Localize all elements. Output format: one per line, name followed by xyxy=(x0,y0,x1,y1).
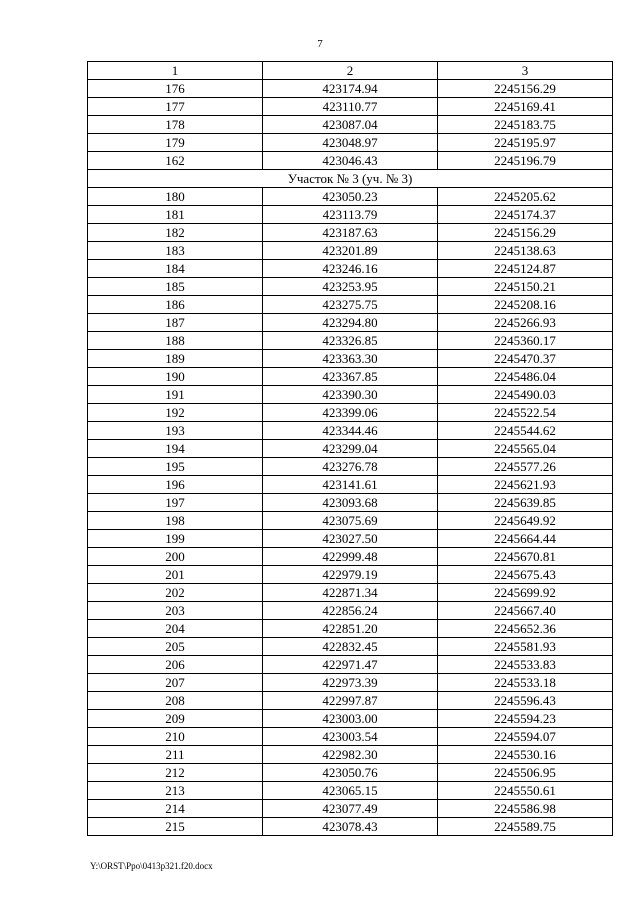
y-coordinate-cell: 2245486.04 xyxy=(438,368,613,386)
point-number-cell: 201 xyxy=(88,566,263,584)
x-coordinate-cell: 423093.68 xyxy=(263,494,438,512)
table-row xyxy=(88,386,613,404)
y-coordinate-cell: 2245649.92 xyxy=(438,512,613,530)
x-coordinate-cell: 423344.46 xyxy=(263,422,438,440)
point-number-cell: 182 xyxy=(88,224,263,242)
table-row xyxy=(88,98,613,116)
x-coordinate-cell: 423048.97 xyxy=(263,134,438,152)
x-coordinate-cell: 423078.43 xyxy=(263,818,438,836)
y-coordinate-cell: 2245470.37 xyxy=(438,350,613,368)
point-number-cell: 192 xyxy=(88,404,263,422)
y-coordinate-cell: 2245156.29 xyxy=(438,224,613,242)
y-coordinate-cell: 2245670.81 xyxy=(438,548,613,566)
y-coordinate-cell: 2245150.21 xyxy=(438,278,613,296)
point-number-cell: 176 xyxy=(88,80,263,98)
y-coordinate-cell: 2245664.44 xyxy=(438,530,613,548)
x-coordinate-cell: 423003.54 xyxy=(263,728,438,746)
y-coordinate-cell: 2245594.07 xyxy=(438,728,613,746)
point-number-cell: 198 xyxy=(88,512,263,530)
y-coordinate-cell: 2245169.41 xyxy=(438,98,613,116)
y-coordinate-cell: 2245667.40 xyxy=(438,602,613,620)
table-row xyxy=(88,818,613,836)
x-coordinate-cell: 422832.45 xyxy=(263,638,438,656)
y-coordinate-cell: 2245266.93 xyxy=(438,314,613,332)
point-number-cell: 187 xyxy=(88,314,263,332)
table-row xyxy=(88,566,613,584)
x-coordinate-cell: 422871.34 xyxy=(263,584,438,602)
y-coordinate-cell: 2245589.75 xyxy=(438,818,613,836)
y-coordinate-cell: 2245183.75 xyxy=(438,116,613,134)
x-coordinate-cell: 423390.30 xyxy=(263,386,438,404)
point-number-cell: 181 xyxy=(88,206,263,224)
table-row xyxy=(88,476,613,494)
x-coordinate-cell: 423276.78 xyxy=(263,458,438,476)
x-coordinate-cell: 423399.06 xyxy=(263,404,438,422)
point-number-cell: 202 xyxy=(88,584,263,602)
x-coordinate-cell: 423075.69 xyxy=(263,512,438,530)
x-coordinate-cell: 423299.04 xyxy=(263,440,438,458)
y-coordinate-cell: 2245544.62 xyxy=(438,422,613,440)
x-coordinate-cell: 423046.43 xyxy=(263,152,438,170)
point-number-cell: 184 xyxy=(88,260,263,278)
point-number-cell: 207 xyxy=(88,674,263,692)
table-row xyxy=(88,746,613,764)
y-coordinate-cell: 2245124.87 xyxy=(438,260,613,278)
table-row xyxy=(88,674,613,692)
table-row xyxy=(88,692,613,710)
x-coordinate-cell: 422982.30 xyxy=(263,746,438,764)
y-coordinate-cell: 2245208.16 xyxy=(438,296,613,314)
point-number-cell: 193 xyxy=(88,422,263,440)
table-row xyxy=(88,422,613,440)
x-coordinate-cell: 423003.00 xyxy=(263,710,438,728)
point-number-cell: 211 xyxy=(88,746,263,764)
x-coordinate-cell: 422851.20 xyxy=(263,620,438,638)
point-number-cell: 190 xyxy=(88,368,263,386)
point-number-cell: 206 xyxy=(88,656,263,674)
coordinates-table xyxy=(87,61,613,836)
x-coordinate-cell: 423050.76 xyxy=(263,764,438,782)
y-coordinate-cell: 2245621.93 xyxy=(438,476,613,494)
point-number-cell: 179 xyxy=(88,134,263,152)
table-row xyxy=(88,458,613,476)
point-number-cell: 196 xyxy=(88,476,263,494)
x-coordinate-cell: 422856.24 xyxy=(263,602,438,620)
x-coordinate-cell: 423253.95 xyxy=(263,278,438,296)
x-coordinate-cell: 422997.87 xyxy=(263,692,438,710)
point-number-cell: 203 xyxy=(88,602,263,620)
column-header-2: 2 xyxy=(263,62,438,80)
y-coordinate-cell: 2245596.43 xyxy=(438,692,613,710)
section-title-row xyxy=(88,170,613,188)
x-coordinate-cell: 423326.85 xyxy=(263,332,438,350)
table-row xyxy=(88,206,613,224)
table-row xyxy=(88,800,613,818)
point-number-cell: 189 xyxy=(88,350,263,368)
table-row xyxy=(88,152,613,170)
table-row xyxy=(88,494,613,512)
x-coordinate-cell: 422973.39 xyxy=(263,674,438,692)
x-coordinate-cell: 422999.48 xyxy=(263,548,438,566)
column-header-1: 1 xyxy=(88,62,263,80)
point-number-cell: 191 xyxy=(88,386,263,404)
table-row xyxy=(88,278,613,296)
table-row xyxy=(88,296,613,314)
point-number-cell: 200 xyxy=(88,548,263,566)
table-row xyxy=(88,368,613,386)
point-number-cell: 186 xyxy=(88,296,263,314)
x-coordinate-cell: 423363.30 xyxy=(263,350,438,368)
x-coordinate-cell: 423087.04 xyxy=(263,116,438,134)
table-header-row xyxy=(88,62,613,80)
table-row xyxy=(88,530,613,548)
table-row xyxy=(88,548,613,566)
y-coordinate-cell: 2245639.85 xyxy=(438,494,613,512)
x-coordinate-cell: 423174.94 xyxy=(263,80,438,98)
x-coordinate-cell: 423246.16 xyxy=(263,260,438,278)
table-row xyxy=(88,314,613,332)
table-row xyxy=(88,710,613,728)
y-coordinate-cell: 2245699.92 xyxy=(438,584,613,602)
point-number-cell: 197 xyxy=(88,494,263,512)
point-number-cell: 185 xyxy=(88,278,263,296)
point-number-cell: 209 xyxy=(88,710,263,728)
y-coordinate-cell: 2245533.83 xyxy=(438,656,613,674)
table-row xyxy=(88,512,613,530)
section-title: Участок № 3 (уч. № 3) xyxy=(88,170,613,188)
table-row xyxy=(88,656,613,674)
x-coordinate-cell: 423065.15 xyxy=(263,782,438,800)
y-coordinate-cell: 2245530.16 xyxy=(438,746,613,764)
point-number-cell: 212 xyxy=(88,764,263,782)
point-number-cell: 183 xyxy=(88,242,263,260)
y-coordinate-cell: 2245195.97 xyxy=(438,134,613,152)
table-row xyxy=(88,332,613,350)
table-row xyxy=(88,242,613,260)
x-coordinate-cell: 423201.89 xyxy=(263,242,438,260)
point-number-cell: 215 xyxy=(88,818,263,836)
point-number-cell: 162 xyxy=(88,152,263,170)
y-coordinate-cell: 2245577.26 xyxy=(438,458,613,476)
table-row xyxy=(88,728,613,746)
x-coordinate-cell: 423110.77 xyxy=(263,98,438,116)
y-coordinate-cell: 2245533.18 xyxy=(438,674,613,692)
table-row xyxy=(88,440,613,458)
point-number-cell: 195 xyxy=(88,458,263,476)
point-number-cell: 204 xyxy=(88,620,263,638)
column-header-3: 3 xyxy=(438,62,613,80)
y-coordinate-cell: 2245196.79 xyxy=(438,152,613,170)
table-row xyxy=(88,584,613,602)
x-coordinate-cell: 423141.61 xyxy=(263,476,438,494)
point-number-cell: 210 xyxy=(88,728,263,746)
table-row xyxy=(88,134,613,152)
table-row xyxy=(88,602,613,620)
y-coordinate-cell: 2245565.04 xyxy=(438,440,613,458)
y-coordinate-cell: 2245360.17 xyxy=(438,332,613,350)
point-number-cell: 180 xyxy=(88,188,263,206)
point-number-cell: 213 xyxy=(88,782,263,800)
table-row xyxy=(88,188,613,206)
y-coordinate-cell: 2245586.98 xyxy=(438,800,613,818)
x-coordinate-cell: 423294.80 xyxy=(263,314,438,332)
point-number-cell: 199 xyxy=(88,530,263,548)
table-row xyxy=(88,80,613,98)
table-row xyxy=(88,260,613,278)
table-row xyxy=(88,620,613,638)
y-coordinate-cell: 2245506.95 xyxy=(438,764,613,782)
point-number-cell: 214 xyxy=(88,800,263,818)
table-row xyxy=(88,404,613,422)
y-coordinate-cell: 2245522.54 xyxy=(438,404,613,422)
y-coordinate-cell: 2245156.29 xyxy=(438,80,613,98)
y-coordinate-cell: 2245594.23 xyxy=(438,710,613,728)
coordinates-table-body xyxy=(88,62,613,836)
y-coordinate-cell: 2245138.63 xyxy=(438,242,613,260)
table-row xyxy=(88,782,613,800)
table-row xyxy=(88,116,613,134)
y-coordinate-cell: 2245174.37 xyxy=(438,206,613,224)
point-number-cell: 205 xyxy=(88,638,263,656)
x-coordinate-cell: 423027.50 xyxy=(263,530,438,548)
y-coordinate-cell: 2245581.93 xyxy=(438,638,613,656)
table-row xyxy=(88,224,613,242)
point-number-cell: 188 xyxy=(88,332,263,350)
footer-file-path: Y:\ORST\Ppo\0413p321.f20.docx xyxy=(90,861,213,871)
x-coordinate-cell: 423275.75 xyxy=(263,296,438,314)
table-row xyxy=(88,764,613,782)
point-number-cell: 208 xyxy=(88,692,263,710)
x-coordinate-cell: 423367.85 xyxy=(263,368,438,386)
x-coordinate-cell: 423113.79 xyxy=(263,206,438,224)
x-coordinate-cell: 422979.19 xyxy=(263,566,438,584)
page-number: 7 xyxy=(317,38,323,50)
y-coordinate-cell: 2245675.43 xyxy=(438,566,613,584)
table-row xyxy=(88,638,613,656)
point-number-cell: 194 xyxy=(88,440,263,458)
point-number-cell: 177 xyxy=(88,98,263,116)
point-number-cell: 178 xyxy=(88,116,263,134)
y-coordinate-cell: 2245205.62 xyxy=(438,188,613,206)
y-coordinate-cell: 2245490.03 xyxy=(438,386,613,404)
y-coordinate-cell: 2245652.36 xyxy=(438,620,613,638)
x-coordinate-cell: 423077.49 xyxy=(263,800,438,818)
y-coordinate-cell: 2245550.61 xyxy=(438,782,613,800)
x-coordinate-cell: 423050.23 xyxy=(263,188,438,206)
x-coordinate-cell: 423187.63 xyxy=(263,224,438,242)
table-row xyxy=(88,350,613,368)
x-coordinate-cell: 422971.47 xyxy=(263,656,438,674)
